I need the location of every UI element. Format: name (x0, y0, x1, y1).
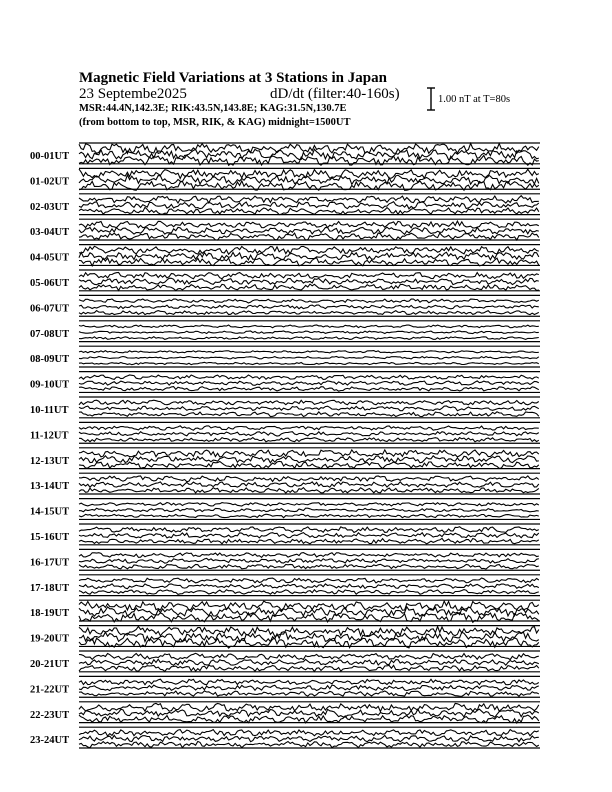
stations-label: MSR:44.4N,142.3E; RIK:43.5N,143.8E; KAG:31.5N,130.7E (79, 103, 347, 114)
station-trace (79, 311, 539, 315)
hour-row (30, 321, 540, 342)
row-label: 15-16UT (30, 532, 70, 543)
row-label: 19-20UT (30, 633, 70, 645)
station-trace (79, 626, 539, 636)
scale-bar (427, 88, 435, 110)
station-trace (79, 362, 539, 364)
station-trace (79, 653, 539, 659)
row-label: 18-19UT (30, 608, 70, 620)
station-trace (79, 703, 539, 711)
hour-row (30, 676, 540, 697)
station-trace (79, 590, 539, 595)
station-trace (79, 659, 539, 665)
station-trace (79, 558, 539, 563)
station-trace (79, 476, 539, 482)
station-trace (79, 357, 539, 359)
hour-row (30, 499, 540, 520)
hour-row (30, 524, 540, 545)
hour-row (30, 295, 540, 316)
station-trace (79, 387, 539, 392)
row-label: 10-11UT (30, 405, 69, 416)
station-trace (79, 233, 539, 240)
row-label: 14-15UT (30, 506, 70, 518)
station-trace (79, 584, 539, 589)
row-label: 23-24UT (30, 735, 70, 747)
hour-row (30, 575, 540, 596)
quantity-label: dD/dt (filter:40-160s) (270, 86, 400, 102)
station-trace (79, 514, 539, 518)
station-trace (79, 503, 539, 507)
hour-row (30, 727, 540, 748)
station-trace (79, 578, 539, 583)
row-label: 20-21UT (30, 659, 70, 670)
row-label: 22-23UT (30, 709, 70, 721)
station-trace (79, 207, 539, 214)
station-trace (79, 735, 539, 741)
station-trace (79, 508, 539, 512)
hour-row (30, 473, 540, 494)
hour-row (30, 397, 540, 418)
station-trace (79, 426, 539, 430)
station-trace (79, 438, 539, 442)
station-trace (79, 730, 539, 737)
hour-row (30, 143, 540, 165)
station-trace (79, 432, 539, 436)
station-trace (79, 564, 539, 569)
station-trace (79, 691, 539, 696)
hour-row (30, 194, 540, 215)
station-trace (79, 538, 539, 543)
row-label: 12-13UT (30, 455, 70, 467)
station-trace (79, 553, 539, 558)
station-trace (79, 461, 539, 468)
station-trace (79, 741, 539, 747)
row-label: 08-09UT (30, 354, 70, 366)
row-label: 05-06UT (30, 278, 70, 289)
station-trace (79, 196, 539, 203)
station-trace (79, 337, 539, 340)
hour-row (30, 245, 540, 266)
station-trace (79, 412, 539, 417)
station-trace (79, 227, 539, 234)
station-trace (79, 715, 539, 723)
hour-row (30, 549, 540, 570)
hour-row (30, 702, 540, 723)
chart-title: Magnetic Field Variations at 3 Stations in Japan (79, 70, 387, 86)
row-label: 04-05UT (30, 252, 70, 264)
hour-row (30, 219, 540, 240)
station-trace (79, 527, 539, 533)
station-trace (79, 488, 539, 494)
station-trace (79, 149, 539, 159)
station-trace (79, 278, 539, 285)
row-label: 21-22UT (30, 684, 70, 696)
station-trace (79, 331, 539, 334)
station-trace (79, 450, 539, 457)
hour-row (30, 422, 540, 443)
hour-row (30, 346, 540, 367)
row-label: 11-12UT (30, 430, 69, 442)
station-trace (79, 400, 539, 405)
station-trace (79, 607, 539, 616)
station-trace (79, 305, 539, 309)
station-trace (79, 246, 539, 254)
row-label: 17-18UT (30, 582, 70, 594)
station-trace (79, 601, 539, 610)
row-label: 02-03UT (30, 201, 70, 213)
row-label: 13-14UT (30, 481, 70, 493)
station-trace (79, 325, 539, 328)
order-note: (from bottom to top, MSR, RIK, & KAG) midnight=1500UT (79, 117, 351, 128)
hour-row (30, 600, 540, 622)
station-trace (79, 685, 539, 691)
station-trace (79, 709, 539, 717)
station-trace (79, 284, 539, 290)
station-trace (79, 299, 539, 303)
station-trace (79, 351, 539, 353)
row-label: 01-02UT (30, 176, 70, 188)
station-trace (79, 202, 539, 209)
station-trace (79, 252, 539, 260)
hour-row (30, 448, 540, 469)
hour-row (30, 168, 540, 190)
hour-row (30, 651, 540, 672)
row-label: 07-08UT (30, 328, 70, 340)
row-label: 06-07UT (30, 303, 70, 315)
station-trace (79, 406, 539, 411)
date-label: 23 Septembe2025 (79, 86, 187, 102)
scale-label: 1.00 nT at T=80s (438, 94, 511, 105)
station-trace (79, 533, 539, 538)
row-label: 09-10UT (30, 379, 70, 391)
station-trace (79, 679, 539, 685)
station-trace (79, 665, 539, 671)
station-trace (79, 273, 539, 279)
station-trace (79, 456, 539, 463)
station-trace (79, 143, 539, 153)
station-trace (79, 482, 539, 487)
row-label: 03-04UT (30, 227, 70, 239)
station-trace (79, 375, 539, 379)
station-trace (79, 381, 539, 385)
station-trace (79, 221, 539, 228)
hour-row (30, 372, 540, 393)
hour-row (30, 626, 540, 649)
hour-row (30, 270, 540, 291)
row-label: 16-17UT (30, 557, 70, 569)
row-label: 00-01UT (30, 151, 70, 162)
